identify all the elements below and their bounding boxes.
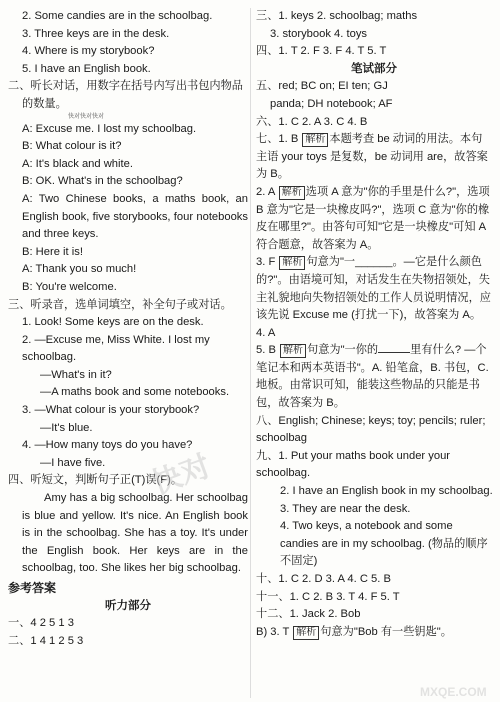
- line: 2. Some candies are in the schoolbag.: [22, 10, 213, 22]
- dialog-line: A: Two Chinese books, a maths book, an English book, five storybooks, four notebooks and three keys.: [22, 192, 248, 241]
- watermark-small-text: 快对快对快对: [68, 113, 105, 120]
- answer-row: panda; DH notebook; AF: [270, 97, 393, 110]
- answer-line: —I have five.: [40, 456, 106, 469]
- explanation-7-3: [256, 254, 492, 324]
- answer-line: 1. Look! Some keys are on the desk.: [22, 316, 204, 329]
- answer-row: 二、1 4 1 2 5 3: [8, 634, 84, 647]
- right-column: [256, 8, 492, 641]
- dialog-line: A: It's black and white.: [22, 157, 133, 170]
- blank-line: [378, 342, 410, 353]
- explanation-text: 句意为"Bob 有一些钥匙"。: [320, 625, 452, 638]
- section-4-title: 四、听短文，判断句子正(T)误(F)。: [8, 474, 183, 487]
- item-number: B) 3. T: [256, 625, 293, 638]
- item-number: 2. A: [256, 185, 278, 198]
- answer-line: —A maths book and some notebooks.: [40, 386, 230, 399]
- watermark-logo: 快对: [147, 449, 216, 502]
- answer-row: 4. Two keys, a notebook and some candies are in my schoolbag. (物品的顺序不固定): [280, 520, 488, 568]
- column-divider: [250, 8, 251, 698]
- dialog-line: B: Here it is!: [22, 245, 83, 258]
- explanation-7-1: [256, 131, 492, 184]
- explanation-text: 本题考查 be 动词的用法。本句主语 your toys 是复数，be 动词用 are，故答案为 B。: [256, 133, 488, 181]
- line: 3. Three keys are in the desk.: [22, 27, 170, 40]
- answer-row: 十二、1. Jack 2. Bob: [256, 608, 361, 621]
- answer-row: 四、1. T 2. F 3. F 4. T 5. T: [256, 45, 387, 58]
- analysis-tag: 解析: [302, 133, 328, 147]
- answer-line: 4. —How many toys do you have?: [22, 439, 193, 452]
- answer-row: 一、4 2 5 1 3: [8, 617, 74, 630]
- answer-line: 3. —What colour is your storybook?: [22, 404, 200, 417]
- answer-line: 2. —Excuse me, Miss White. I lost my schoolbag.: [22, 333, 210, 364]
- item-number: 3. F: [256, 256, 279, 269]
- section-2-title-b: 的数量。: [22, 97, 67, 110]
- answers-title: 参考答案: [8, 581, 57, 595]
- explanation-7-2: [256, 184, 492, 254]
- analysis-tag: 解析: [279, 256, 305, 270]
- explanation-text: 里有什么? —个笔记本和两本英语书"。A. 铅笔盒，B. 书包，C. 地板。由常识可知，能装这些物品的只能是书包，故答案为 B。: [256, 344, 489, 410]
- item-number: 七、1. B: [256, 133, 302, 146]
- left-column: [8, 8, 248, 650]
- analysis-tag: 解析: [280, 344, 306, 358]
- analysis-tag: 解析: [293, 626, 319, 640]
- answer-row: 五、red; BC on; EI ten; GJ: [256, 80, 388, 93]
- analysis-tag: 解析: [279, 186, 305, 200]
- dialog-line: B: What colour is it?: [22, 140, 122, 153]
- explanation-text: 选项 A 意为"你的手里是什么?"，选项 B 意为"它是一块橡皮吗?"，选项 C 意为"你的橡皮在哪里?"。由答句可知"它是一块橡皮"可知 A 符合题意，故答案为 A。: [256, 185, 490, 251]
- watermark-site: MXQE.COM: [420, 685, 487, 699]
- answer-line: —It's blue.: [40, 421, 93, 434]
- answer-line: —What's in it?: [40, 368, 112, 381]
- answer-row: 4. A: [256, 326, 276, 339]
- listening-title: 听力部分: [105, 599, 151, 612]
- line: 5. I have an English book.: [22, 62, 151, 75]
- answer-row: 十一、1. C 2. B 3. T 4. F 5. T: [256, 590, 400, 603]
- answer-row: 十、1. C 2. D 3. A 4. C 5. B: [256, 573, 391, 585]
- line: 4. Where is my storybook?: [22, 45, 155, 58]
- answer-row: 八、English; Chinese; keys; toy; pencils; ruler; schoolbag: [256, 414, 486, 445]
- section-3-title: 三、听录音，选单词填空，补全句子或对话。: [8, 298, 232, 311]
- dialog-line: A: Excuse me. I lost my schoolbag.: [22, 122, 197, 135]
- answer-row: 2. I have an English book in my schoolbag.: [280, 485, 493, 498]
- explanation-text: 句意为"一______。—它是什么颜色的?"。由语境可知，对话发生在失物招领处，失主礼貌地向失物招领处的工作人员说明情况，应该先说 Excuse me (打扰一下)，故答案为 A。: [256, 256, 491, 322]
- answer-row: 三、1. keys 2. schoolbag; maths: [256, 10, 418, 22]
- dialog-line: B: You're welcome.: [22, 280, 117, 293]
- explanation-b3: [256, 624, 492, 642]
- section-2-title: 二、听长对话，用数字在括号内写出书包内物品: [8, 80, 243, 93]
- answer-row: 3. storybook 4. toys: [270, 27, 368, 40]
- explanation-text: 句意为"一你的: [307, 344, 379, 357]
- answer-row: 九、1. Put your maths book under your schoolbag.: [256, 449, 451, 480]
- dialog-line: B: OK. What's in the schoolbag?: [22, 175, 183, 188]
- written-title: 笔试部分: [351, 62, 397, 75]
- passage: Amy has a big schoolbag. Her schoolbag is blue and yellow. It's nice. An English book is in the schoolbag. She has a toy. It's under the English book. Her keys are in the schoolbag, too. She likes her big schoolbag.: [22, 492, 248, 575]
- answer-row: 六、1. C 2. A 3. C 4. B: [256, 115, 368, 128]
- item-number: 5. B: [256, 344, 280, 357]
- explanation-7-5: [256, 342, 492, 412]
- dialog-line: A: Thank you so much!: [22, 263, 137, 276]
- answer-row: 3. They are near the desk.: [280, 502, 411, 515]
